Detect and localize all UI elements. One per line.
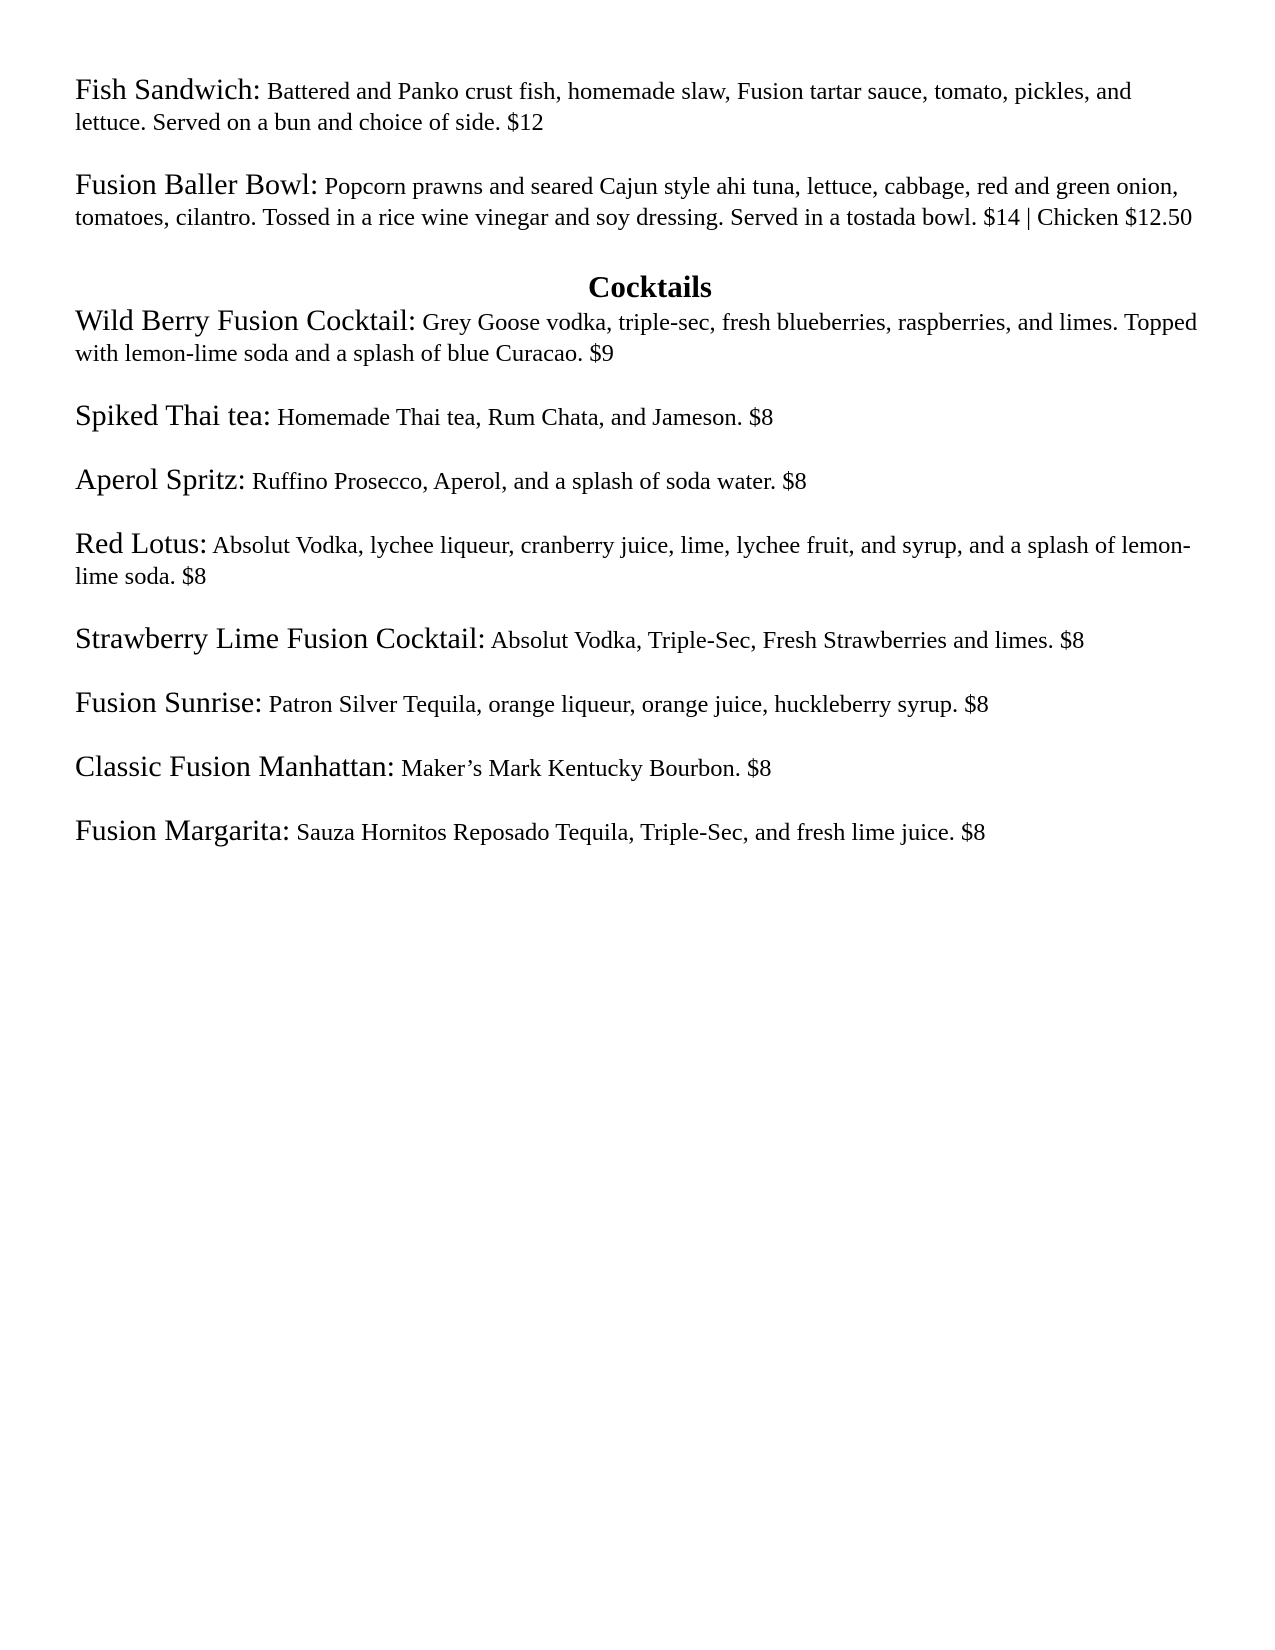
item-description: Popcorn prawns and seared Cajun style ahi tuna, lettuce, cabbage, red and green onion, tomatoes, cilantro. Tossed in a rice wine vinegar and soy dressing. Served in a tostada bowl. $14 | Chicken $12.50 [75, 173, 1193, 231]
cocktail-item-fusion-sunrise [75, 687, 1205, 720]
item-name: Red Lotus: [75, 527, 208, 560]
item-name: Strawberry Lime Fusion Cocktail: [75, 622, 486, 655]
item-description: Patron Silver Tequila, orange liqueur, orange juice, huckleberry syrup. $8 [268, 691, 989, 718]
cocktail-item-aperol-spritz [75, 464, 1205, 497]
item-description: Absolut Vodka, lychee liqueur, cranberry juice, lime, lychee fruit, and syrup, and a splash of lemon-lime soda. $8 [75, 532, 1191, 590]
cocktail-item-classic-manhattan [75, 751, 1205, 784]
cocktail-item-strawberry-lime [75, 623, 1205, 656]
item-name: Fusion Baller Bowl: [75, 168, 319, 201]
item-description: Grey Goose vodka, triple-sec, fresh blueberries, raspberries, and limes. Topped with lemon-lime soda and a splash of blue Curacao. $9 [75, 309, 1198, 367]
item-name: Fusion Margarita: [75, 814, 291, 847]
item-description: Homemade Thai tea, Rum Chata, and Jameson. $8 [277, 404, 774, 431]
cocktail-item-spiked-thai-tea [75, 400, 1205, 433]
item-description: Battered and Panko crust fish, homemade slaw, Fusion tartar sauce, tomato, pickles, and lettuce. Served on a bun and choice of side. $12 [75, 78, 1132, 136]
cocktail-item-red-lotus [75, 528, 1205, 592]
item-name: Spiked Thai tea: [75, 399, 272, 432]
item-name: Aperol Spritz: [75, 463, 246, 496]
section-title-cocktails: Cocktails [588, 269, 712, 304]
cocktail-item-fusion-margarita [75, 815, 1205, 848]
item-name: Fusion Sunrise: [75, 686, 263, 719]
item-name: Fish Sandwich: [75, 73, 261, 106]
menu-page [75, 74, 1205, 848]
menu-item-fusion-baller-bowl [75, 169, 1205, 233]
item-description: Maker’s Mark Kentucky Bourbon. $8 [401, 755, 772, 782]
cocktail-item-wild-berry [75, 305, 1205, 369]
item-description: Ruffino Prosecco, Aperol, and a splash of soda water. $8 [251, 468, 807, 495]
item-name: Classic Fusion Manhattan: [75, 750, 395, 783]
item-name: Wild Berry Fusion Cocktail: [75, 304, 417, 337]
item-description: Absolut Vodka, Triple-Sec, Fresh Strawberries and limes. $8 [490, 627, 1085, 654]
item-description: Sauza Hornitos Reposado Tequila, Triple-Sec, and fresh lime juice. $8 [296, 819, 986, 846]
menu-item-fish-sandwich [75, 74, 1205, 138]
